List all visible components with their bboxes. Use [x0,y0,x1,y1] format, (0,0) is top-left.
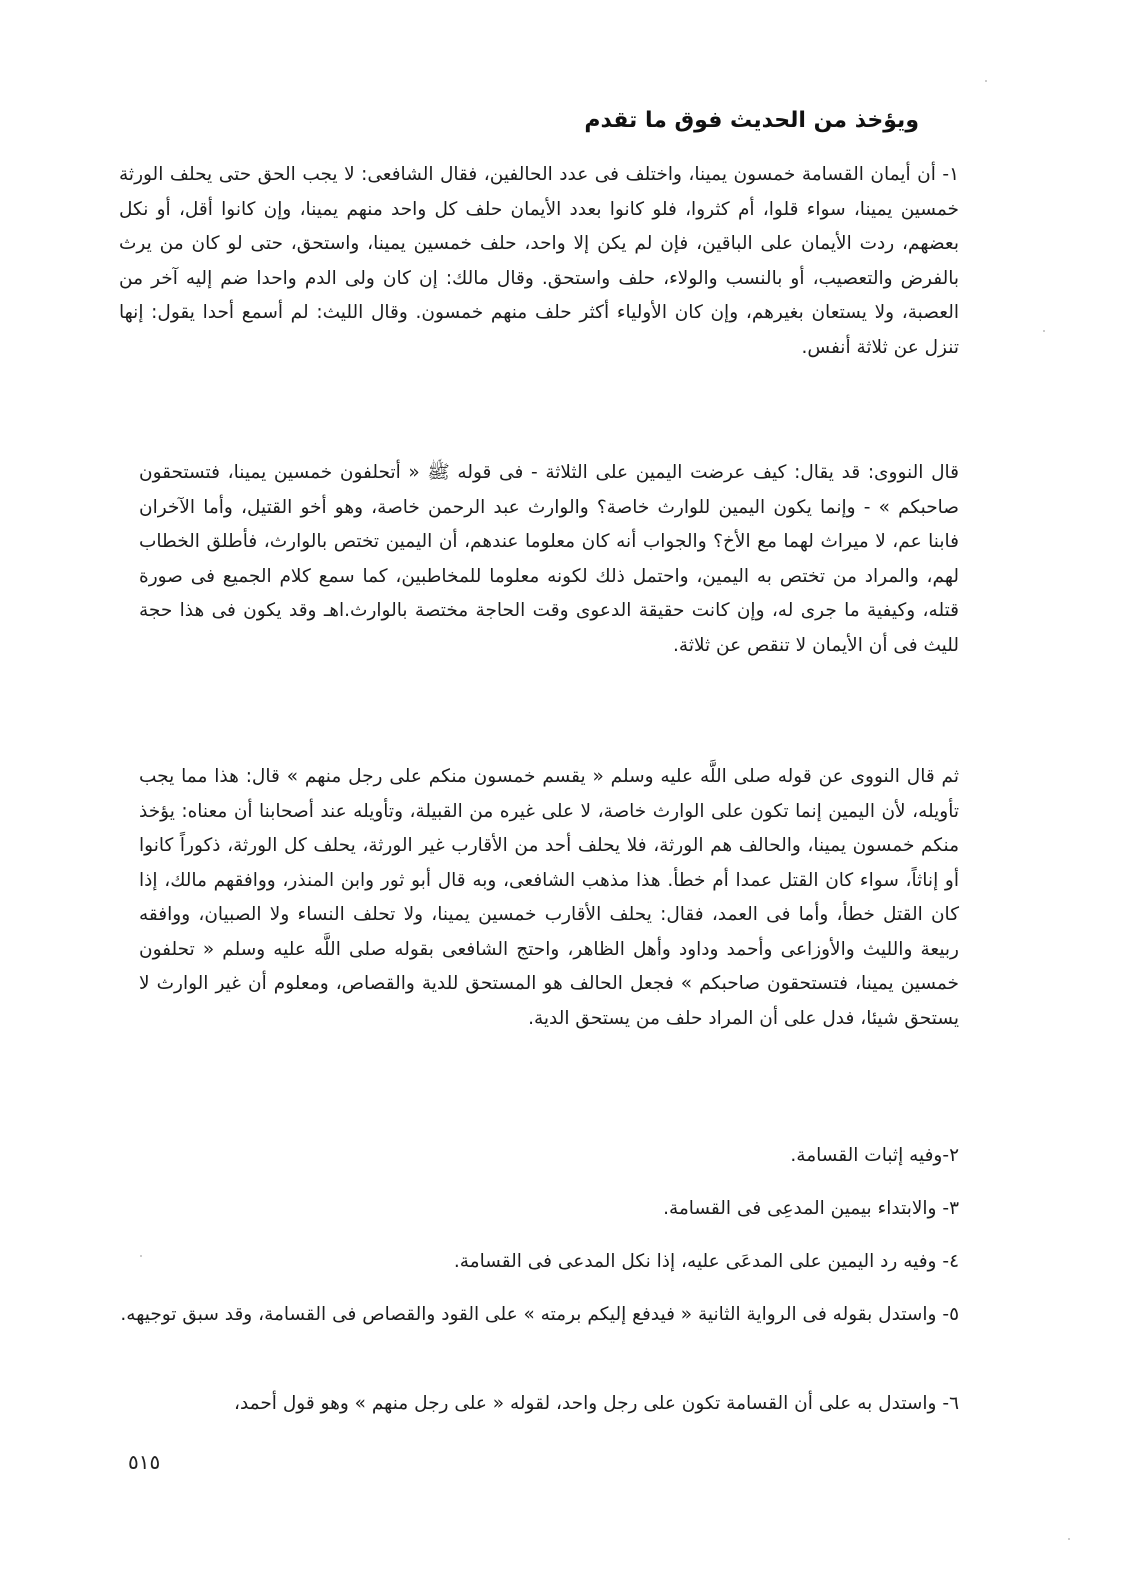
paragraph-nawawi-2 [139,760,959,1036]
section-heading: ويؤخذ من الحديث فوق ما تقدم [584,108,919,133]
list-item-number: ١- [935,164,959,185]
paragraph-nawawi-1 [139,456,959,663]
scan-speck [1068,1538,1070,1540]
scan-speck [1043,330,1045,332]
list-item-4 [119,1245,959,1280]
list-item-text: والابتداء بيمين المدعِى فى القسامة. [663,1198,937,1219]
list-item-3 [119,1192,959,1227]
paragraph-text: قال النووى: قد يقال: كيف عرضت اليمين على الثلاثة - فى قوله ﷺ « أتحلفون خمسين يمينا، فتستحقون صاحبكم » - وإنما يكون اليمين للوارث خاصة؟ والوارث عبد الرحمن خاصة، وهو أخو القتيل، وأما الآخران فابنا عم، لا ميراث لهما مع الأخ؟ والجواب أنه كان معلوما عندهم، أن اليمين تختص بالوارث، فأطلق الخطاب لهم، والمراد من تختص به اليمين، واحتمل ذلك لكونه معلوما للمخاطبين، كما سمع كلام الجميع فى صورة قتله، وكيفية ما جرى له، وإن كانت حقيقة الدعوى وقت الحاجة مختصة بالوارث.اهـ وقد يكون فى هذا حجة لليث فى أن الأيمان لا تنقص عن ثلاثة. [139,462,959,656]
list-item-text: واستدل به على أن القسامة تكون على رجل واحد، لقوله « على رجل منهم » وهو قول أحمد، [233,1393,937,1414]
list-item-6 [119,1387,959,1422]
list-item-2 [119,1139,959,1174]
list-item-number: ٢- [942,1145,959,1166]
list-item-number: ٦- [936,1393,959,1414]
list-item-5 [119,1298,959,1333]
list-item-text: وفيه إثبات القسامة. [790,1145,943,1166]
scan-speck [985,80,987,82]
list-item-number: ٤- [936,1251,959,1272]
paragraph-text: ثم قال النووى عن قوله صلى اللَّه عليه وسلم « يقسم خمسون منكم على رجل منهم » قال: هذا مما يجب تأويله، لأن اليمين إنما تكون على الوارث خاصة، لا على غيره من القبيلة، وتأويله عند أصحابنا أن معناه: يؤخذ منكم خمسون يمينا، والحالف هم الورثة، فلا يحلف أحد من الأقارب غير الورثة، يحلف كل الورثة، ذكوراً كانوا أو إناثاً، سواء كان القتل عمدا أم خطأ. هذا مذهب الشافعى، وبه قال أبو ثور وابن المنذر، ووافقهم مالك، إذا كان القتل خطأ، وأما فى العمد، فقال: يحلف الأقارب خمسين يمينا، ولا تحلف النساء ولا الصبيان، ووافقه ربيعة والليث والأوزاعى وأحمد وداود وأهل الظاهر، واحتج الشافعى بقوله صلى اللَّه عليه وسلم « تحلفون خمسين يمينا، فتستحقون صاحبكم » فجعل الحالف هو المستحق للدية والقصاص، ومعلوم أن غير الوارث لا يستحق شيئا، فدل على أن المراد حلف من يستحق الدية. [139,766,959,1029]
list-item-text: وفيه رد اليمين على المدعَى عليه، إذا نكل المدعى فى القسامة. [453,1251,937,1272]
list-item-1 [119,158,959,365]
scan-speck [140,1255,142,1257]
list-item-text: واستدل بقوله فى الرواية الثانية « فيدفع إليكم برمته » على القود والقصاص فى القسامة، وقد سبق توجيهه. [120,1304,937,1325]
list-item-text: أن أيمان القسامة خمسون يمينا، واختلف فى عدد الحالفين، فقال الشافعى: لا يجب الحق حتى يحلف الورثة خمسين يمينا، سواء قلوا، أم كثروا، فلو كانوا بعدد الأيمان حلف كل واحد منهم يمينا، وإن كانوا أقل، أو نكل بعضهم، ردت الأيمان على الباقين، فإن لم يكن إلا واحد، حلف خمسين يمينا، واستحق، حتى لو كان من يرث بالفرض والتعصيب، أو بالنسب والولاء، حلف واستحق. وقال مالك: إن كان ولى الدم واحدا ضم إليه آخر من العصبة، ولا يستعان بغيرهم، وإن كان الأولياء أكثر حلف منهم خمسون. وقال الليث: لم أسمع أحدا يقول: إنها تنزل عن ثلاثة أنفس. [119,164,959,358]
list-item-number: ٥- [936,1304,959,1325]
list-item-number: ٣- [936,1198,959,1219]
page-number: ٥١٥ [128,1450,161,1474]
